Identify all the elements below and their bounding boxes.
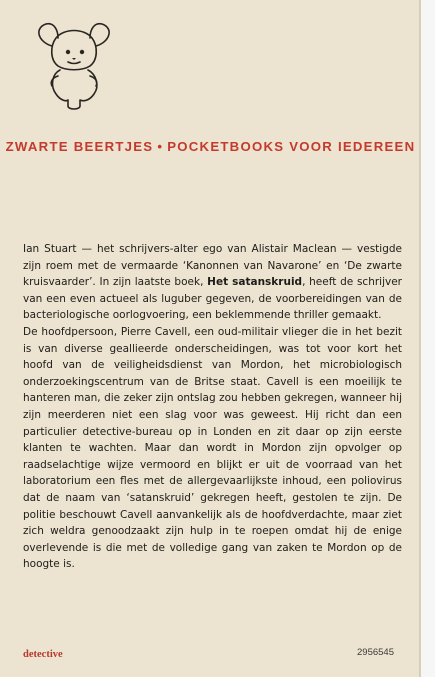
series-tagline: POCKETBOOKS VOOR IEDEREEN — [167, 139, 416, 154]
blurb-paragraph-1 — [23, 241, 402, 324]
blurb-text — [23, 241, 402, 573]
blurb-paragraph-2: De hoofdpersoon, Pierre Cavell, een oud-militair vlieger die in het bezit is van diverse geallieerde onderscheidingen, was tot voor kort het hoofd van de veiligheidsdienst van Mordon, het microbiologisch onderzoekingscentrum van de Britse staat. Cavell is een moeilijk te hanteren man, die zeker zijn ontslag zou hebben gekregen, wanneer hij zijn meerderen niet een slag voor was geweest. Hij richt dan een particulier detective-bureau op in Londen en zit daar op zijn eerste klanten te wachten. Maar dan wordt in Mordon zijn opvolger op raadselachtige wijze vermoord en blijkt er uit de voorraad van het laboratorium een fles met de allergevaarlijkste inhoud, een poliovirus dat de naam van ‘satanskruid’ gekregen heeft, gestolen te zijn. De politie beschouwt Cavell aanvankelijk als de hoofdverdachte, maar ziet zich weldra genoodzaakt zijn hulp in te roepen omdat hij de enige overlevende is die met de volledige gang van zaken te Mordon op de hoogte is. — [23, 325, 402, 571]
blurb-text-run: Ian Stuart — het schrijvers-alter ego van Alistair Maclean — vestigde zijn roem met de vermaarde ‘Kanonnen van Navarone’ en ‘De zwarte kruisvaarder’. In zijn laatste boek, — [23, 243, 402, 289]
bear-icon — [28, 16, 120, 112]
page-edge — [421, 0, 435, 677]
product-code: 2956545 — [357, 647, 394, 658]
series-name: ZWARTE BEERTJES — [5, 139, 154, 154]
series-title — [0, 139, 421, 154]
book-title: Het satanskruid — [207, 276, 303, 289]
genre-label: detective — [23, 649, 63, 660]
series-separator: • — [157, 139, 164, 154]
blurb-text-run: , heeft de schrijver van een even actueel als luguber gegeven, de voorbereidingen van de bacteriologische oorlogvoering, een beklemmende thriller gemaakt. — [23, 276, 402, 322]
